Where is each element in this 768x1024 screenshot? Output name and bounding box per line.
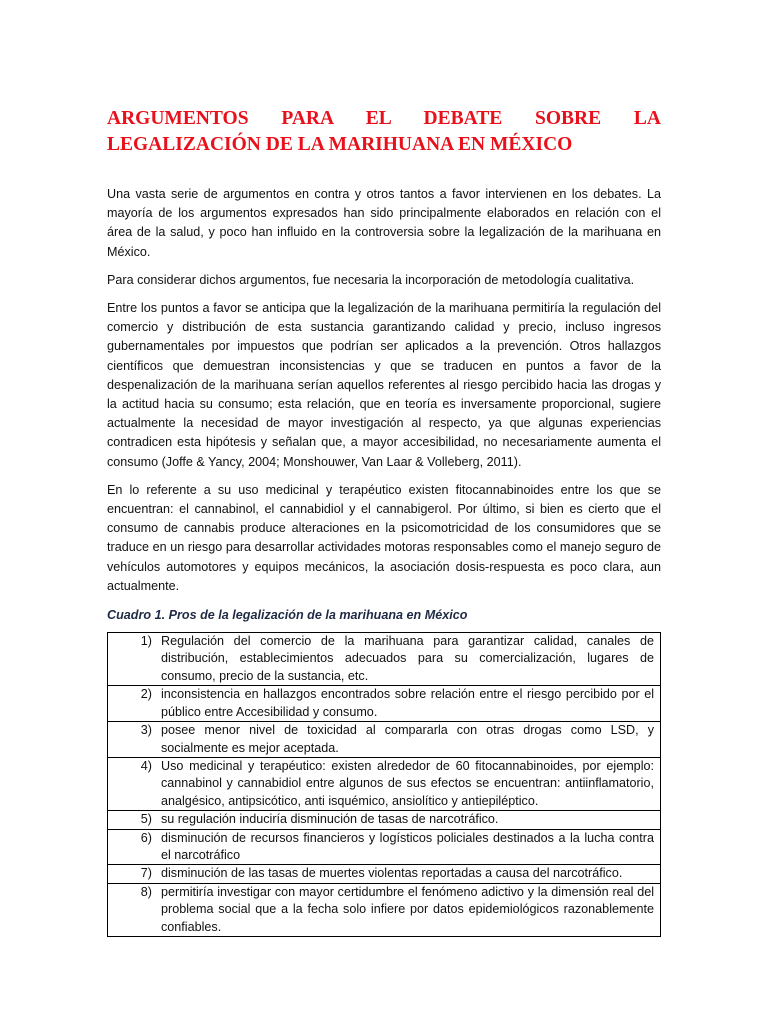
table-row (108, 883, 661, 936)
row-text: inconsistencia en hallazgos encontrados sobre relación entre el riesgo percibido por el público entre Accesibilidad y consumo. (159, 686, 661, 722)
title-line-1: ARGUMENTOS PARA EL DEBATE SOBRE LA (107, 108, 661, 129)
table-caption: Cuadro 1. Pros de la legalización de la marihuana en México (107, 608, 468, 623)
title-line-2: LEGALIZACIÓN DE LA MARIHUANA EN MÉXICO (107, 134, 573, 155)
row-number: 1) (108, 633, 160, 686)
row-text: Regulación del comercio de la marihuana para garantizar calidad, canales de distribución, establecimientos adecuados para su comercialización, lugares de consumo, precio de la sustancia, etc. (159, 633, 661, 686)
row-text: Uso medicinal y terapéutico: existen alrededor de 60 fitocannabinoides, por ejemplo: cannabinol y cannabidiol entre algunos de sus efectos se encuentran: antiinflamatorio, analgésico, antipsicótico, anti isquémico, ansiolítico y antiepiléptico. (159, 757, 661, 810)
paragraph-3: Entre los puntos a favor se anticipa que la legalización de la marihuana permitiría la regulación del comercio y distribución de esta sustancia garantizando calidad y precio, incluso ingresos gubernamentales por impuestos que podrían ser aplicados a la prevención. Otros hallazgos científicos que demuestran inconsistencias y que se traducen en puntos a favor de la despenalización de la marihuana serían aquellos referentes al riesgo percibido hacia las drogas y la actitud hacia su consumo; esta relación, que en teoría es inversamente proporcional, sugiere actualmente la necesidad de mayor investigación al respecto, ya que algunas experiencias contradicen esta hipótesis y señalan que, a mayor accesibilidad, no necesariamente aumenta el consumo (Joffe & Yancy, 2004; Monshouwer, Van Laar & Volleberg, 2011). (107, 301, 661, 469)
row-number: 5) (108, 811, 160, 829)
table-row (108, 633, 661, 686)
document-page (107, 106, 661, 937)
table-row (108, 686, 661, 722)
row-number: 2) (108, 686, 160, 722)
row-text: permitiría investigar con mayor certidumbre el fenómeno adictivo y la dimensión real del problema social que a la fecha solo infiere por datos epidemiológicos razonablemente confiables. (159, 883, 661, 936)
table-row (108, 865, 661, 883)
pros-table (107, 632, 661, 937)
table-row (108, 722, 661, 758)
row-number: 4) (108, 757, 160, 810)
paragraph-1: Una vasta serie de argumentos en contra y otros tantos a favor intervienen en los debates. La mayoría de los argumentos expresados han sido principalmente elaborados en relación con el área de la salud, y poco han influido en la controversia sobre la legalización de la marihuana en México. (107, 187, 661, 259)
table-row (108, 757, 661, 810)
document-title (107, 106, 661, 158)
table-row (108, 811, 661, 829)
row-number: 7) (108, 865, 160, 883)
row-text: disminución de recursos financieros y logísticos policiales destinados a la lucha contra el narcotráfico (159, 829, 661, 865)
row-text: disminución de las tasas de muertes violentas reportadas a causa del narcotráfico. (159, 865, 661, 883)
row-number: 8) (108, 883, 160, 936)
row-number: 6) (108, 829, 160, 865)
paragraph-2: Para considerar dichos argumentos, fue necesaria la incorporación de metodología cualitativa. (107, 272, 635, 287)
row-number: 3) (108, 722, 160, 758)
table-row (108, 829, 661, 865)
paragraph-4: En lo referente a su uso medicinal y terapéutico existen fitocannabinoides entre los que se encuentran: el cannabinol, el cannabidiol y el cannabigerol. Por último, si bien es cierto que el consumo de cannabis produce alteraciones en la psicomotricidad de los consumidores que se traduce en un riesgo para desarrollar actividades motoras responsables como el manejo seguro de vehículos automotores y equipos mecánicos, la asociación dosis-respuesta es poco clara, aun actualmente. (107, 482, 661, 593)
row-text: su regulación induciría disminución de tasas de narcotráfico. (159, 811, 661, 829)
row-text: posee menor nivel de toxicidad al compararla con otras drogas como LSD, y socialmente es mejor aceptada. (159, 722, 661, 758)
